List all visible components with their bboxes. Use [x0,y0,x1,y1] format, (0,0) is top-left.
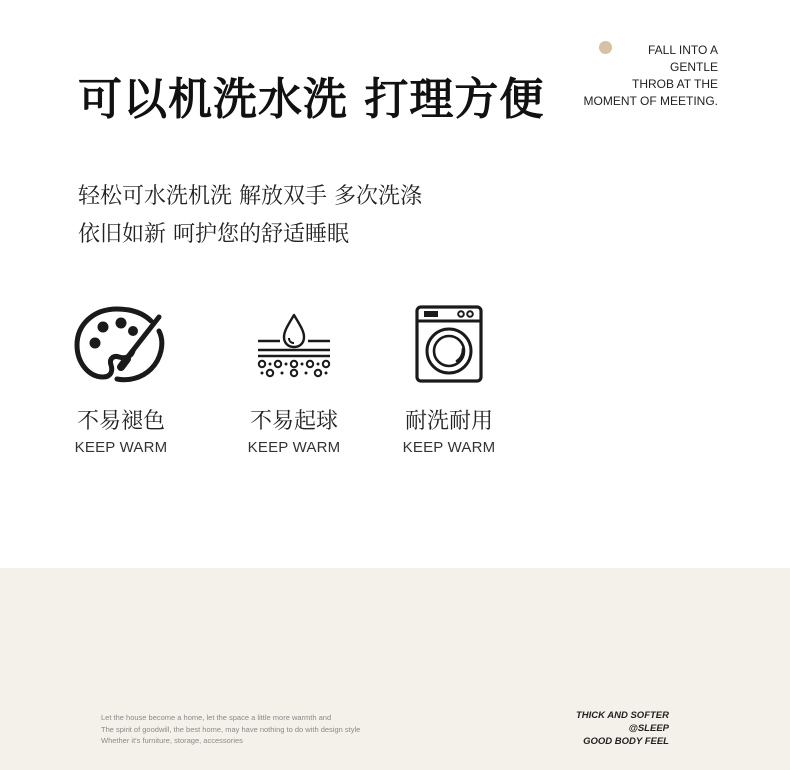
corner-tagline [584,42,718,110]
subtitle-line-2: 依旧如新 呵护您的舒适睡眠 [78,222,349,247]
corner-tagline-line-3: THROB AT THE [631,77,718,91]
palette-icon [56,300,186,388]
footer-tagline [576,709,669,748]
subtitle-line-1: 轻松可水洗机洗 解放双手 多次洗涤 [78,184,422,209]
footer-paragraph [101,712,360,747]
feature-anti-pilling [229,300,359,458]
footer-line-1: Let the house become a home, let the space a little more warmth and [101,713,332,722]
footer-tagline-line-2: @SLEEP [628,723,669,734]
footer-line-3: Whether it's furniture, storage, accessories [101,736,243,745]
feature-sublabel: KEEP WARM [247,439,341,456]
feature-sublabel: KEEP WARM [74,439,168,456]
washing-machine-icon [384,300,514,388]
feature-durable [384,300,514,458]
feature-label: 不易褪色 [76,409,165,434]
corner-tagline-line-4: MOMENT OF MEETING. [583,94,718,108]
feature-colorfast [56,300,186,458]
footer-tagline-line-1: THICK AND SOFTER [575,710,669,721]
feature-label: 耐洗耐用 [404,409,493,434]
subtitle [78,178,422,254]
page-title: 可以机洗水洗 打理方便 [78,74,545,125]
fabric-drop-icon [229,300,359,388]
corner-tagline-line-1: FALL INTO A [647,43,718,57]
footer-line-2: The spirit of goodwill, the best home, may have nothing to do with design style [101,724,361,734]
corner-tagline-line-2: GENTLE [669,60,718,74]
feature-sublabel: KEEP WARM [402,439,496,456]
footer-tagline-line-3: GOOD BODY FEEL [583,736,669,747]
feature-label: 不易起球 [249,409,338,434]
